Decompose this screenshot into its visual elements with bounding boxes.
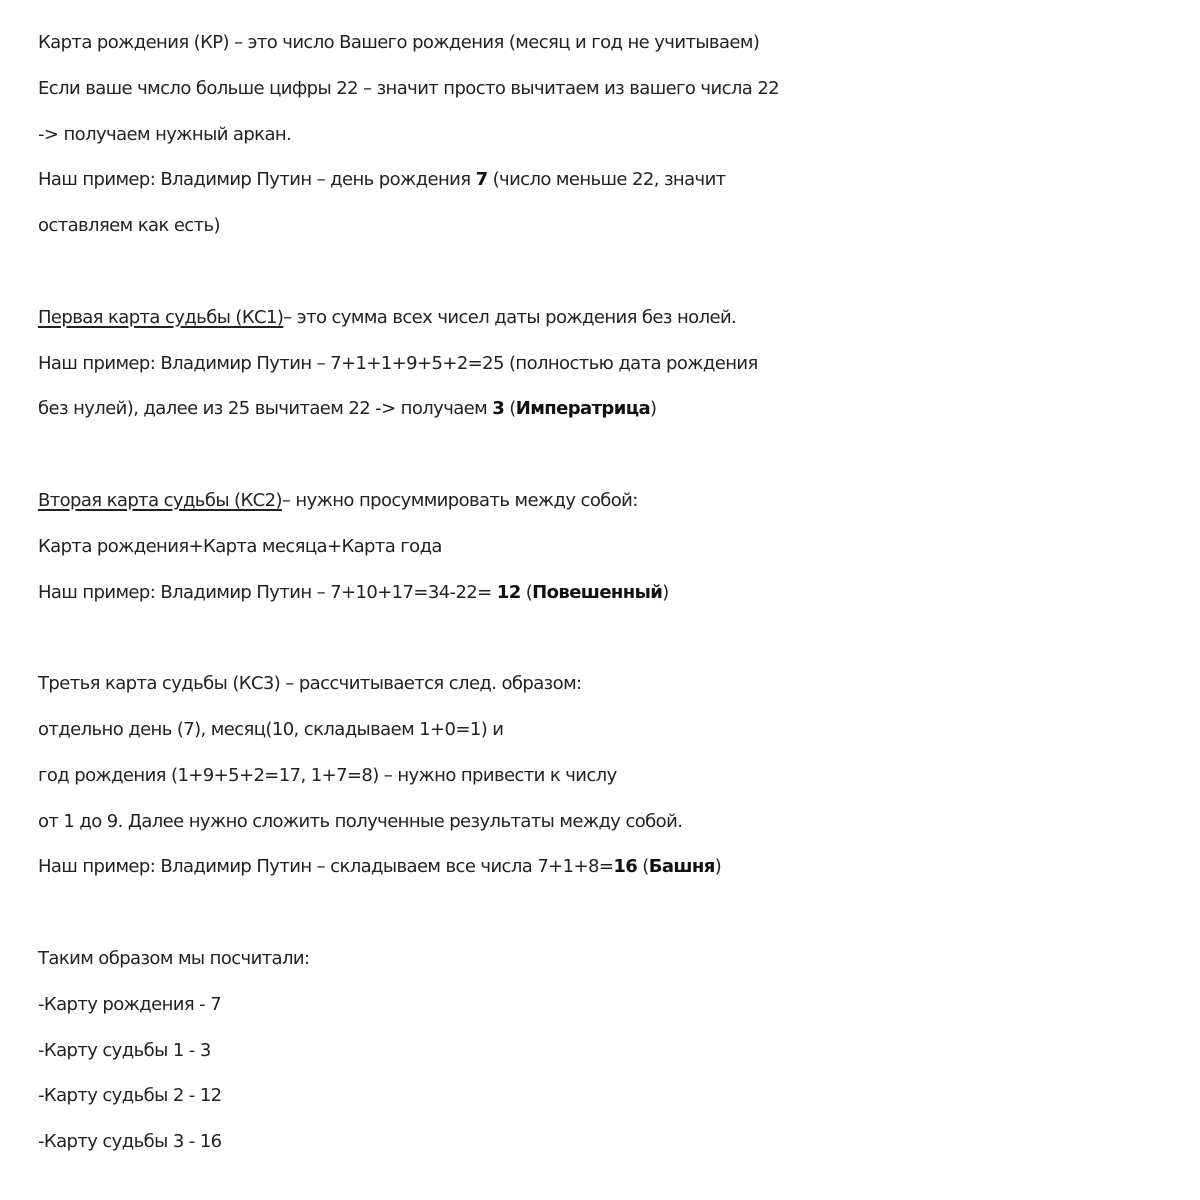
fate-card-1-result-paren-open: ( <box>504 398 516 420</box>
fate-card-1-heading-line <box>38 295 1200 341</box>
fate-card-2-example-number: 12 <box>496 581 521 603</box>
paragraph-gap <box>38 615 1200 661</box>
section-birth-card <box>38 20 1200 249</box>
summary-item: -Карту судьбы 2 - 12 <box>38 1085 222 1107</box>
fate-card-2-heading: Вторая карта судьбы (КС2) <box>38 489 282 511</box>
fate-card-3-example-text: Наш пример: Владимир Путин – складываем все числа 7+1+8= <box>38 856 614 878</box>
birth-card-example-text: Наш пример: Владимир Путин – день рождения <box>38 169 476 191</box>
fate-card-2-example-paren-open: ( <box>520 581 533 603</box>
birth-card-example-value: 7 <box>475 169 488 191</box>
fate-card-2-heading-line <box>38 478 1200 524</box>
fate-card-3-example-number: 16 <box>613 856 638 878</box>
fate-card-2-example-paren-close: ) <box>662 581 669 603</box>
fate-card-3-example-arcana: Башня <box>648 856 715 878</box>
fate-card-3-example-paren-close: ) <box>714 856 722 878</box>
paragraph-gap <box>38 890 1200 936</box>
fate-card-2-formula: Карта рождения+Карта месяца+Карта года <box>38 535 442 557</box>
section-fate-card-3 <box>38 661 1200 890</box>
fate-card-3-example-paren-open: ( <box>637 856 649 878</box>
birth-card-example <box>38 157 1200 203</box>
fate-card-1-result-number: 3 <box>492 398 505 420</box>
fate-card-3-example <box>38 844 1200 890</box>
fate-card-1-heading: Первая карта судьбы (КС1) <box>38 306 284 328</box>
fate-card-1-result-text: без нулей), далее из 25 вычитаем 22 -> получаем <box>38 398 493 420</box>
fate-card-1-result-arcana: Императрица <box>515 398 651 420</box>
fate-card-1-definition: – это сумма всех чисел даты рождения без нолей. <box>283 306 737 328</box>
birth-card-rule-result: -> получаем нужный аркан. <box>38 123 292 145</box>
fate-card-2-definition: – нужно просуммировать между собой: <box>281 489 638 511</box>
birth-card-definition: Карта рождения (КР) – это число Вашего рождения (месяц и год не учитываем) <box>38 32 760 53</box>
fate-card-3-step-sum: от 1 до 9. Далее нужно сложить полученные результаты между собой. <box>38 810 683 832</box>
fate-card-1-example: Наш пример: Владимир Путин – 7+1+1+9+5+2=25 (полностью дата рождения <box>38 352 758 374</box>
birth-card-example-continued: оставляем как есть) <box>38 215 220 237</box>
fate-card-2-example-arcana: Повешенный <box>532 581 663 603</box>
fate-card-2-example <box>38 570 1200 616</box>
fate-card-3-step-year: год рождения (1+9+5+2=17, 1+7=8) – нужно привести к числу <box>38 764 617 786</box>
fate-card-3-step-day-month: отдельно день (7), месяц(10, складываем 1+0=1) и <box>38 718 504 740</box>
paragraph-gap <box>38 249 1200 295</box>
paragraph-gap <box>38 432 1200 478</box>
section-fate-card-2 <box>38 478 1200 615</box>
birth-card-rule: Если ваше чмсло больше цифры 22 – значит просто вычитаем из вашего числа 22 <box>38 77 780 99</box>
fate-card-3-heading: Третья карта судьбы (КС3) – рассчитывается след. образом: <box>38 673 582 695</box>
fate-card-1-result-paren-close: ) <box>650 398 657 420</box>
fate-card-2-example-text: Наш пример: Владимир Путин – 7+10+17=34-22= <box>38 581 497 603</box>
summary-item: -Карту судьбы 3 - 16 <box>38 1131 222 1153</box>
summary-item: -Карту судьбы 1 - 3 <box>38 1039 211 1061</box>
fate-card-1-result <box>38 386 1200 432</box>
summary-item: -Карту рождения - 7 <box>38 993 222 1015</box>
section-fate-card-1 <box>38 295 1200 432</box>
birth-card-example-note: (число меньше 22, значит <box>487 169 726 191</box>
section-summary <box>38 936 1200 1165</box>
summary-heading: Таким образом мы посчитали: <box>38 947 310 969</box>
